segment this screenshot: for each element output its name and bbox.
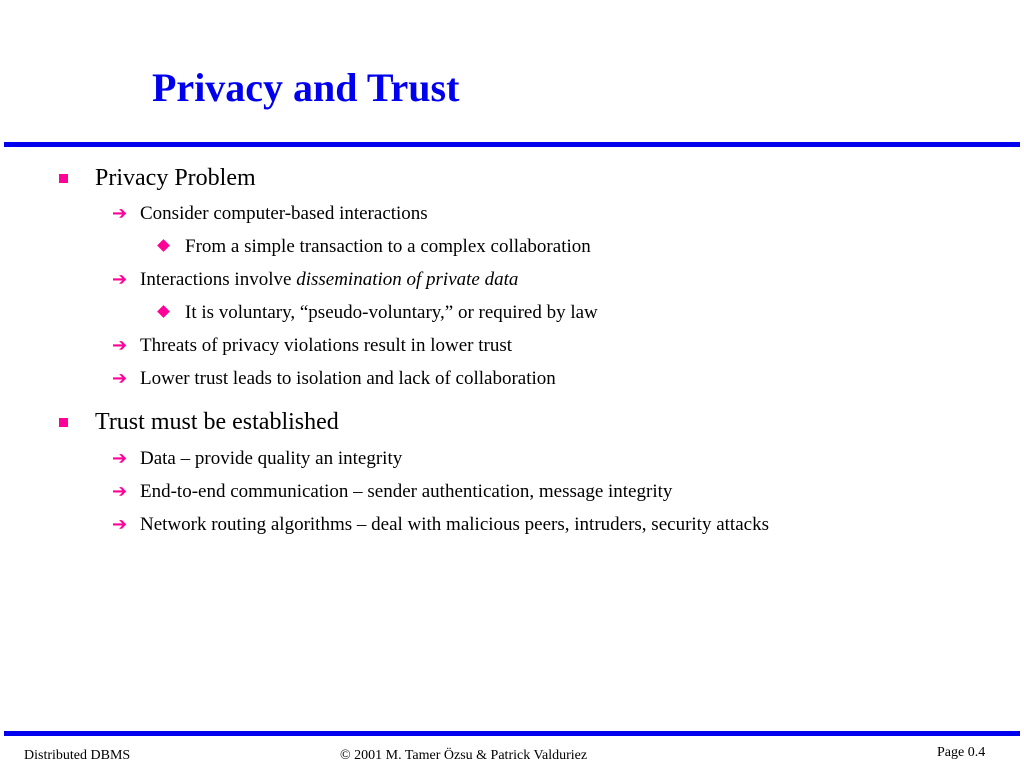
sub-sub-bullet-voluntary [185, 301, 598, 325]
sub-bullet-label: End-to-end communication – sender authentication, message integrity [140, 481, 673, 502]
sub-bullet-label: Consider computer-based interactions [140, 203, 428, 224]
sub-bullet-threats [112, 334, 512, 358]
sub-bullet-label-prefix: Interactions involve [140, 269, 297, 290]
sub-bullet-label: Network routing algorithms – deal with malicious peers, intruders, security attacks [140, 514, 769, 535]
sub-bullet-network-routing [112, 513, 769, 537]
bullet-trust [95, 407, 339, 437]
footer-page-number: Page 0.4 [937, 745, 986, 760]
arrow-bullet-icon: ➔ [112, 269, 128, 290]
arrow-bullet-icon: ➔ [112, 368, 128, 389]
sub-sub-bullet-transaction [185, 235, 591, 259]
title-divider [4, 142, 1020, 147]
square-bullet-icon [59, 174, 68, 183]
footer-course: Distributed DBMS [24, 748, 131, 763]
sub-bullet-label: Lower trust leads to isolation and lack of collaboration [140, 368, 556, 389]
bullet-label: Privacy Problem [95, 165, 256, 191]
sub-bullet-lower-trust [112, 367, 556, 391]
sub-bullet-computer-interactions [112, 202, 428, 226]
arrow-bullet-icon: ➔ [112, 481, 128, 502]
footer-divider [4, 731, 1020, 736]
diamond-bullet-icon [157, 305, 170, 318]
sub-bullet-end-to-end [112, 480, 673, 504]
arrow-bullet-icon: ➔ [112, 448, 128, 469]
slide-title: Privacy and Trust [152, 65, 460, 110]
sub-sub-bullet-label: It is voluntary, “pseudo-voluntary,” or required by law [185, 302, 598, 323]
sub-bullet-emphasis: dissemination of private data [296, 269, 519, 290]
sub-bullet-label: Threats of privacy violations result in lower trust [140, 335, 512, 356]
sub-bullet-data-quality [112, 447, 403, 471]
footer-copyright: © 2001 M. Tamer Özsu & Patrick Valduriez [340, 748, 588, 763]
bullet-privacy-problem [95, 163, 256, 193]
arrow-bullet-icon: ➔ [112, 203, 128, 224]
diamond-bullet-icon [157, 239, 170, 252]
sub-bullet-label: Data – provide quality an integrity [140, 448, 403, 469]
square-bullet-icon [59, 418, 68, 427]
sub-bullet-dissemination [112, 268, 519, 292]
sub-sub-bullet-label: From a simple transaction to a complex collaboration [185, 236, 591, 257]
arrow-bullet-icon: ➔ [112, 514, 128, 535]
arrow-bullet-icon: ➔ [112, 335, 128, 356]
bullet-label: Trust must be established [95, 409, 339, 435]
